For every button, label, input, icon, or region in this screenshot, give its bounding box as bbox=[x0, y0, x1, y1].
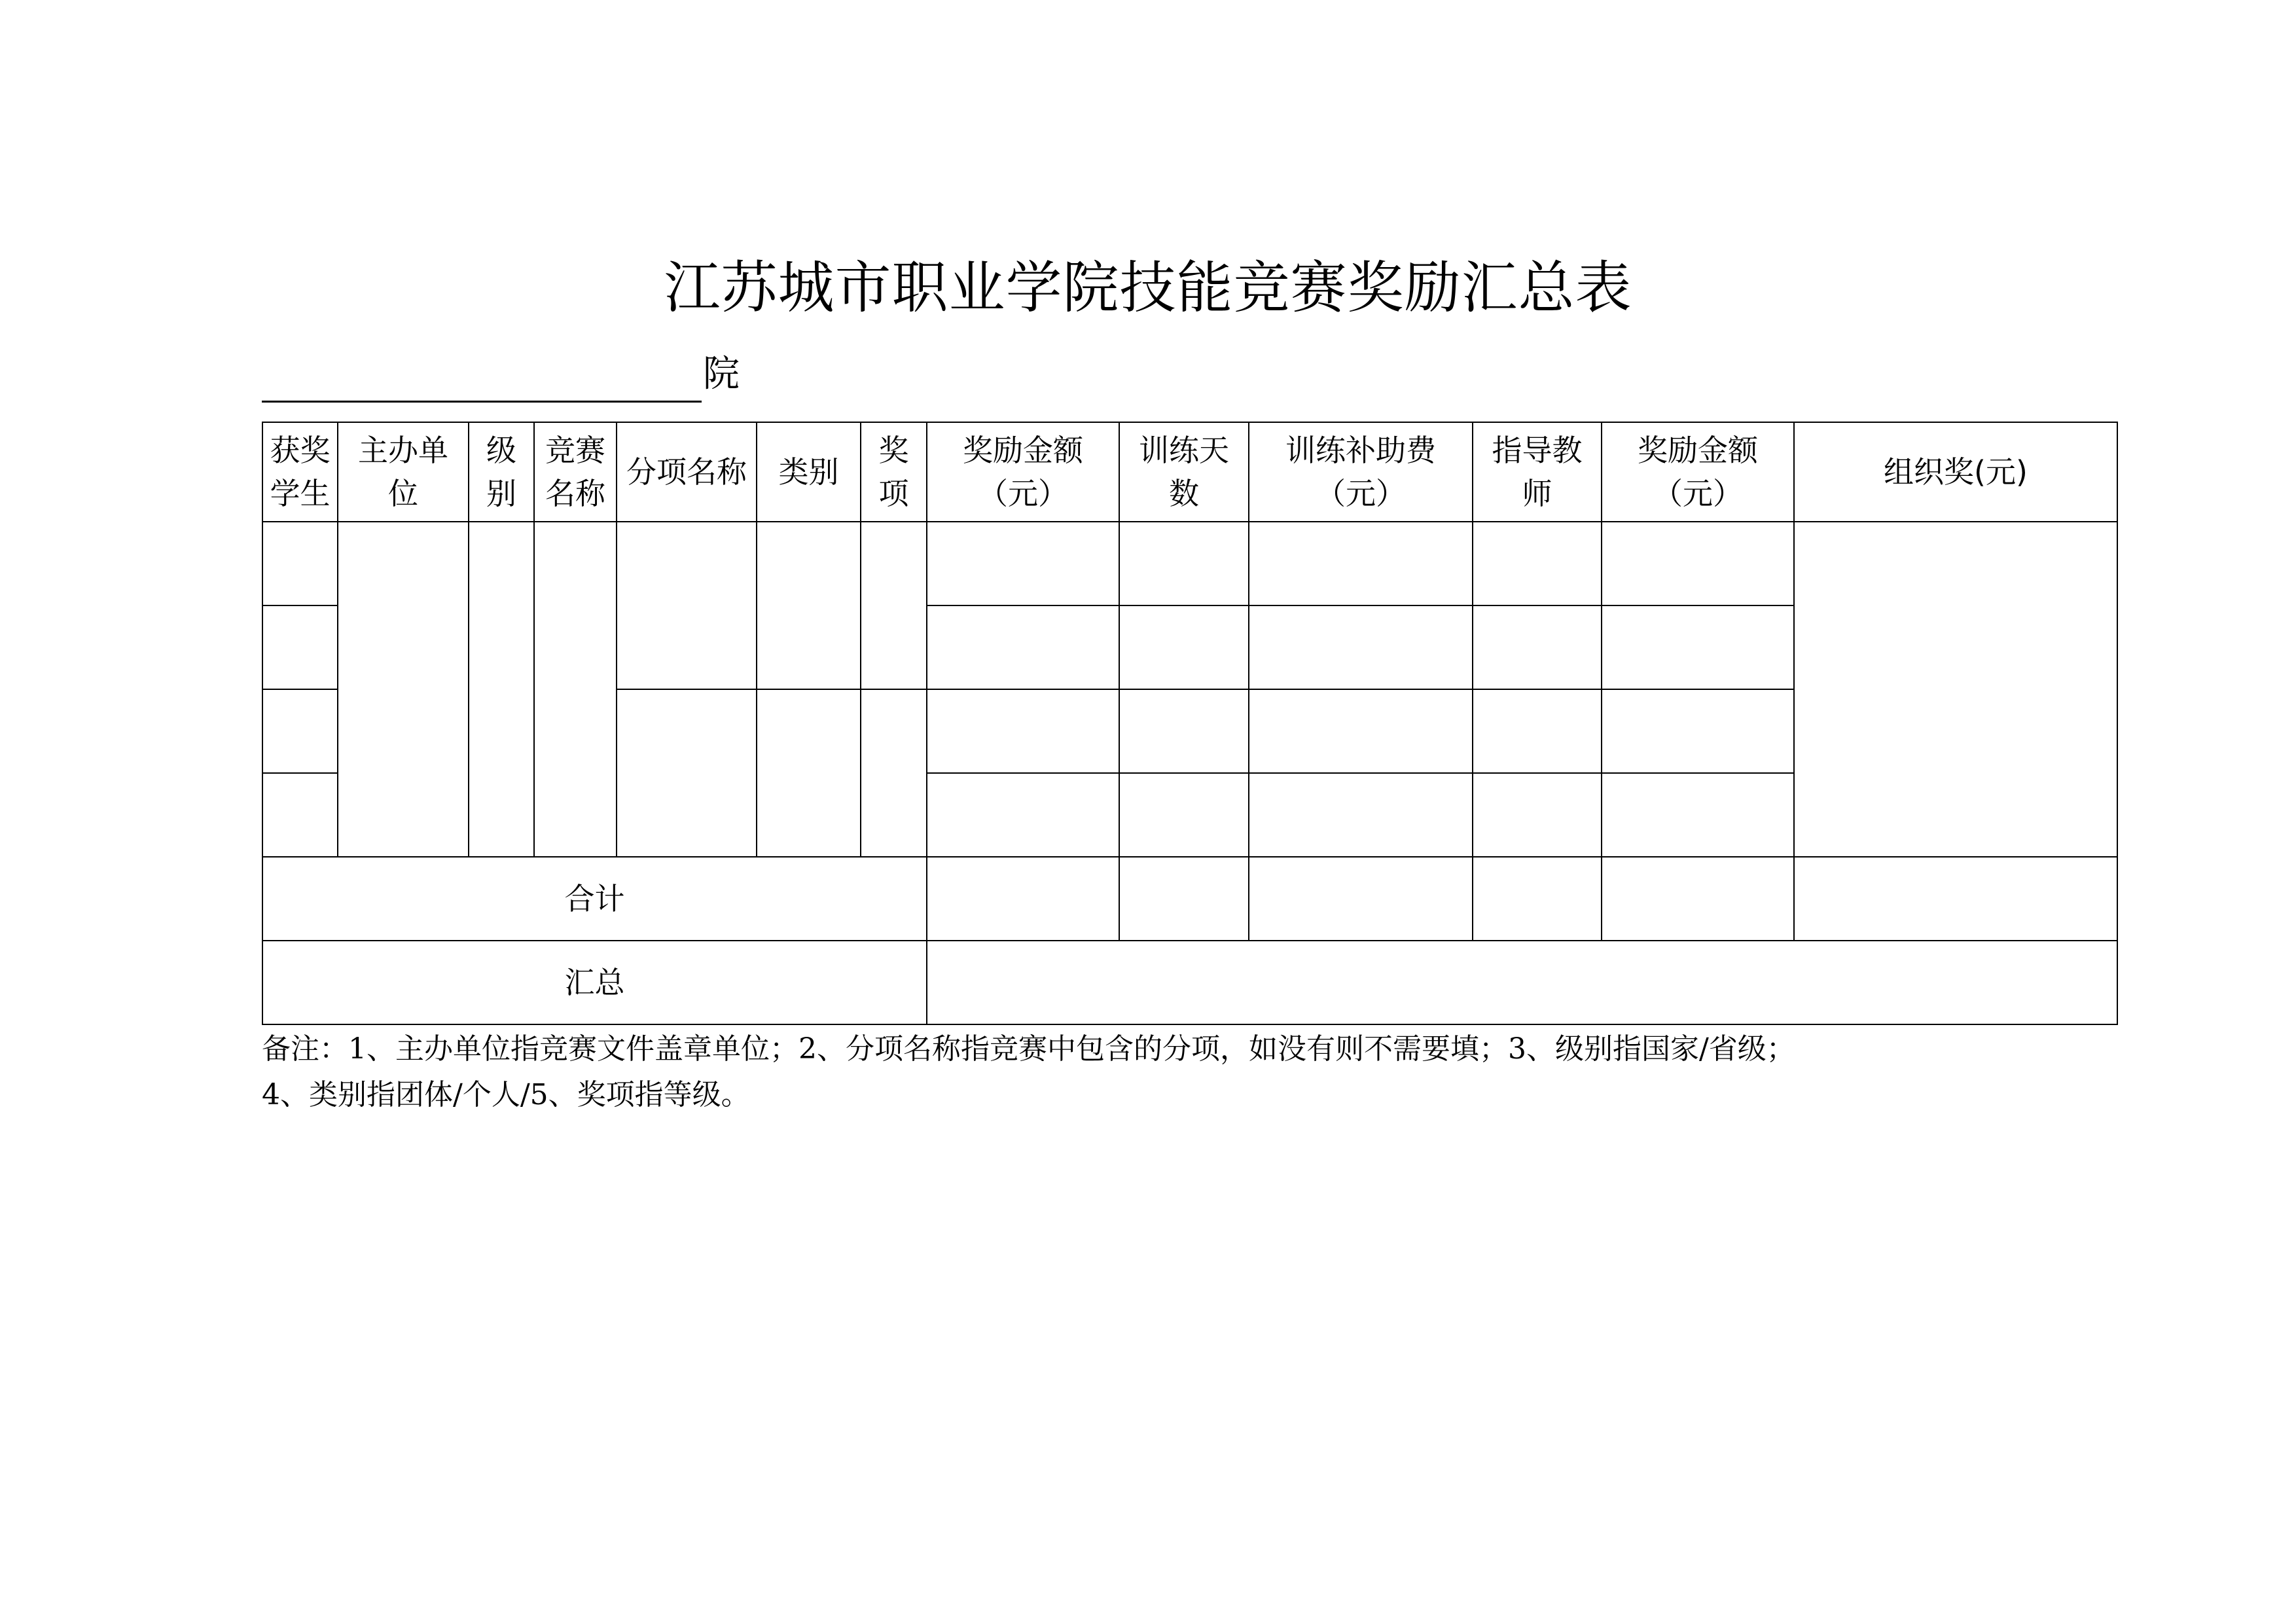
header-cell-sub-item: 分项名称 bbox=[617, 422, 757, 522]
header-cell-organization-award: 组织奖(元) bbox=[1794, 422, 2117, 522]
header-cell-instructor-reward: 奖励金额 （元） bbox=[1602, 422, 1794, 522]
header-cell-competition: 竞赛 名称 bbox=[534, 422, 617, 522]
table-cell bbox=[617, 689, 757, 857]
table-cell bbox=[1249, 522, 1473, 605]
table-cell bbox=[534, 522, 617, 857]
table-cell bbox=[262, 689, 338, 773]
table-cell bbox=[1119, 605, 1249, 689]
table-cell bbox=[1794, 522, 2117, 857]
header-cell-category: 类别 bbox=[757, 422, 861, 522]
table-cell bbox=[1249, 857, 1473, 941]
table-cell bbox=[1249, 605, 1473, 689]
table-cell bbox=[927, 857, 1119, 941]
header-cell-training-days: 训练天 数 bbox=[1119, 422, 1249, 522]
summary-row bbox=[262, 941, 2117, 1024]
header-cell-student: 获奖 学生 bbox=[262, 422, 338, 522]
document-title: 江苏城市职业学院技能竞赛奖励汇总表 bbox=[664, 255, 1632, 321]
header-cell-award: 奖 项 bbox=[861, 422, 927, 522]
table-cell bbox=[262, 522, 338, 605]
header-row bbox=[262, 422, 2117, 522]
table-cell bbox=[1473, 522, 1602, 605]
table-cell bbox=[1249, 689, 1473, 773]
college-suffix: 院 bbox=[703, 353, 740, 395]
award-summary-table bbox=[262, 422, 2118, 1025]
table-cell bbox=[338, 522, 469, 857]
header-cell-training-subsidy: 训练补助费 （元） bbox=[1249, 422, 1473, 522]
total-label: 合计 bbox=[262, 857, 927, 941]
table-cell bbox=[1473, 605, 1602, 689]
header-cell-organizer: 主办单 位 bbox=[338, 422, 469, 522]
table-cell bbox=[1602, 522, 1794, 605]
table-cell bbox=[1473, 773, 1602, 857]
summary-label: 汇总 bbox=[262, 941, 927, 1024]
total-row bbox=[262, 857, 2117, 941]
header-cell-reward-amount: 奖励金额 （元） bbox=[927, 422, 1119, 522]
college-blank-underline bbox=[262, 350, 702, 403]
table-cell bbox=[927, 689, 1119, 773]
table-cell bbox=[617, 522, 757, 689]
college-field bbox=[262, 350, 785, 403]
notes bbox=[262, 1026, 1795, 1118]
table-cell bbox=[757, 522, 861, 689]
table-cell bbox=[262, 605, 338, 689]
table-cell bbox=[1249, 773, 1473, 857]
table-cell bbox=[927, 522, 1119, 605]
table-cell bbox=[1119, 689, 1249, 773]
table-cell bbox=[1602, 857, 1794, 941]
table-cell bbox=[262, 773, 338, 857]
table-cell bbox=[1119, 857, 1249, 941]
summary-value-cell bbox=[927, 941, 2117, 1024]
table-cell bbox=[1794, 857, 2117, 941]
table-cell bbox=[1473, 857, 1602, 941]
table-cell bbox=[1602, 773, 1794, 857]
note-line-1: 备注：1、主办单位指竞赛文件盖章单位；2、分项名称指竞赛中包含的分项，如没有则不需要填；3、级别指国家/省级； bbox=[262, 1032, 1795, 1066]
table-cell bbox=[861, 522, 927, 689]
table-cell bbox=[469, 522, 534, 857]
table-cell bbox=[927, 605, 1119, 689]
table-cell bbox=[757, 689, 861, 857]
table-row bbox=[262, 522, 2117, 605]
table-cell bbox=[861, 689, 927, 857]
table-cell bbox=[1602, 689, 1794, 773]
header-cell-level: 级 别 bbox=[469, 422, 534, 522]
table-cell bbox=[1602, 605, 1794, 689]
note-line-2: 4、类别指团体/个人/5、奖项指等级。 bbox=[262, 1078, 750, 1111]
table-cell bbox=[927, 773, 1119, 857]
table-cell bbox=[1473, 689, 1602, 773]
header-cell-instructor: 指导教 师 bbox=[1473, 422, 1602, 522]
table-cell bbox=[1119, 773, 1249, 857]
table-cell bbox=[1119, 522, 1249, 605]
